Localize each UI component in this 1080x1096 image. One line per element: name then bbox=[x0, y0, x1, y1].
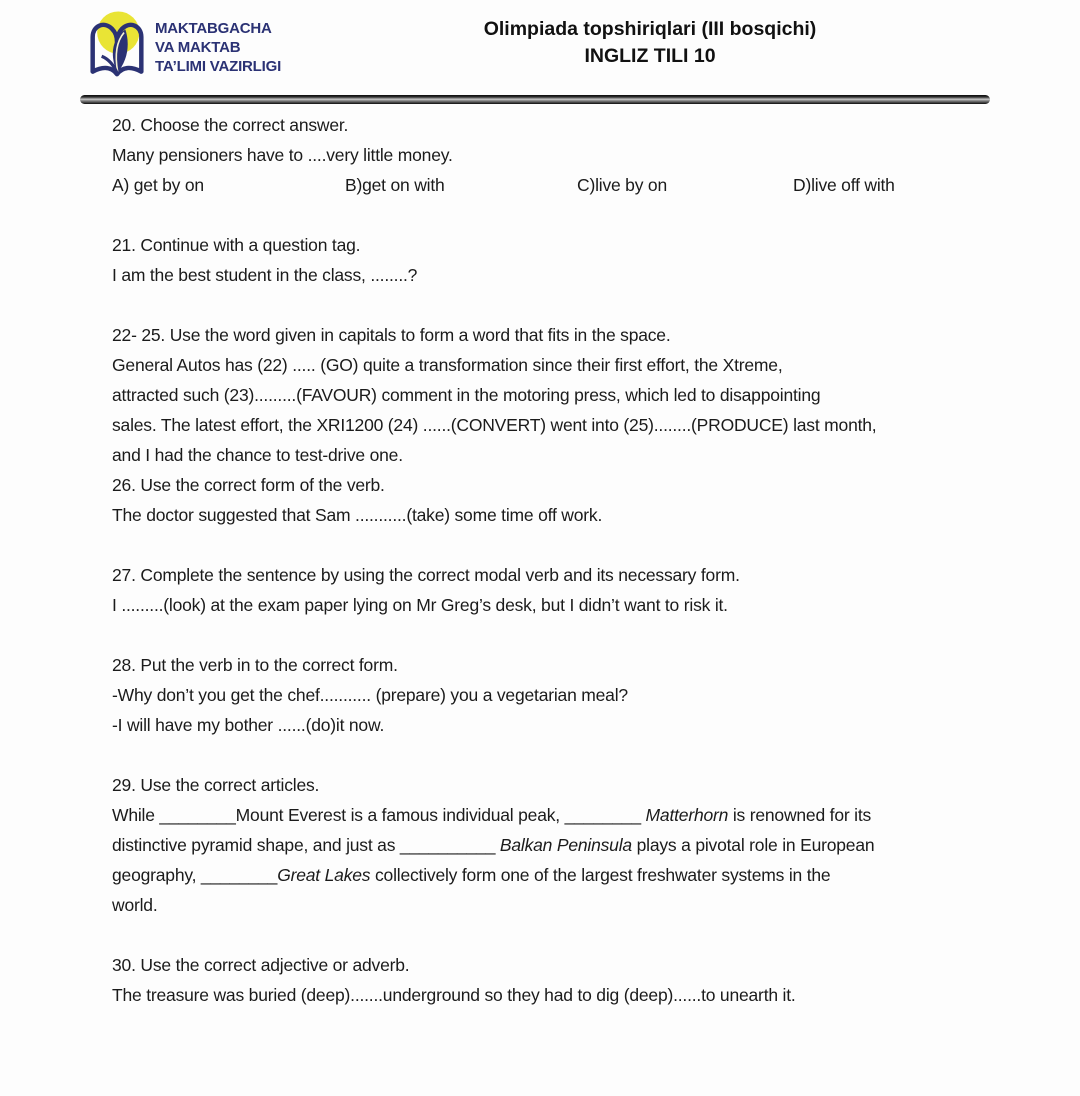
question-20-option-b: B)get on with bbox=[345, 175, 445, 195]
question-29-line-3 bbox=[112, 860, 965, 890]
question-20-option-c: C)live by on bbox=[577, 175, 667, 195]
question-30-sentence: The treasure was buried (deep).......underground so they had to dig (deep)......to unearth it. bbox=[112, 985, 796, 1005]
ministry-logo-text bbox=[155, 8, 281, 76]
question-20-title: 20. Choose the correct answer. bbox=[112, 115, 349, 135]
question-30-block bbox=[112, 950, 965, 1010]
question-29-line-1 bbox=[112, 800, 965, 830]
header-divider-rule bbox=[80, 95, 990, 104]
question-28-line-1: -Why don’t you get the chef........... (prepare) you a vegetarian meal? bbox=[112, 685, 628, 705]
question-27-block bbox=[112, 560, 965, 620]
q29-l3-post: collectively form one of the largest freshwater systems in the bbox=[370, 865, 831, 885]
question-28-title: 28. Put the verb in to the correct form. bbox=[112, 655, 398, 675]
question-21-block bbox=[112, 230, 965, 290]
question-22-25-passage-line-3: sales. The latest effort, the XRI1200 (24) ......(CONVERT) went into (25)........(PRODUCE) last month, bbox=[112, 415, 877, 435]
document-title-line-1: Olimpiada topshiriqlari (III bosqichi) bbox=[483, 18, 817, 40]
q29-l1-italic: Matterhorn bbox=[645, 805, 729, 825]
question-28-block bbox=[112, 650, 965, 740]
question-20-block bbox=[112, 110, 965, 200]
exam-body bbox=[112, 110, 965, 1010]
q29-l3-italic: Great Lakes bbox=[277, 865, 371, 885]
question-26-title: 26. Use the correct form of the verb. bbox=[112, 475, 385, 495]
q29-l1-pre: While ________Mount Everest is a famous individual peak, ________ bbox=[112, 805, 646, 825]
document-title-line-2: INGLIZ TILI 10 bbox=[584, 45, 716, 67]
question-20-option-d: D)live off with bbox=[793, 175, 895, 195]
q29-l2-italic: Balkan Peninsula bbox=[499, 835, 632, 855]
question-29-line-2 bbox=[112, 830, 965, 860]
logo-text-line-2: VA MAKTAB bbox=[155, 39, 241, 56]
question-27-sentence: I .........(look) at the exam paper lying on Mr Greg’s desk, but I didn’t want to risk it. bbox=[112, 595, 728, 615]
question-22-25-passage-line-2: attracted such (23).........(FAVOUR) comment in the motoring press, which led to disappointing bbox=[112, 385, 821, 405]
question-22-25-block bbox=[112, 320, 965, 470]
open-book-leaf-icon bbox=[85, 8, 149, 84]
document-title bbox=[330, 16, 970, 70]
q29-l3-pre: geography, ________ bbox=[112, 865, 278, 885]
q29-l2-post: plays a pivotal role in European bbox=[631, 835, 875, 855]
question-30-title: 30. Use the correct adjective or adverb. bbox=[112, 955, 410, 975]
q29-l2-pre: distinctive pyramid shape, and just as __________ bbox=[112, 835, 500, 855]
question-20-options bbox=[112, 170, 965, 200]
logo-text-line-3: TA’LIMI VAZIRLIGI bbox=[155, 58, 282, 75]
question-22-25-title: 22- 25. Use the word given in capitals to form a word that fits in the space. bbox=[112, 325, 671, 345]
document-header bbox=[0, 0, 1080, 88]
question-21-title: 21. Continue with a question tag. bbox=[112, 235, 361, 255]
question-22-25-passage-line-1: General Autos has (22) ..... (GO) quite a transformation since their first effort, the Xtreme, bbox=[112, 355, 783, 375]
question-20-option-a: A) get by on bbox=[112, 175, 204, 195]
question-22-25-passage-line-4: and I had the chance to test-drive one. bbox=[112, 445, 403, 465]
q29-l1-post: is renowned for its bbox=[728, 805, 872, 825]
logo-text-line-1: MAKTABGACHA bbox=[155, 20, 272, 37]
question-21-sentence: I am the best student in the class, ........? bbox=[112, 265, 418, 285]
question-20-sentence: Many pensioners have to ....very little money. bbox=[112, 145, 453, 165]
question-26-block bbox=[112, 470, 965, 530]
question-29-title: 29. Use the correct articles. bbox=[112, 775, 320, 795]
question-29-block bbox=[112, 770, 965, 920]
question-28-line-2: -I will have my bother ......(do)it now. bbox=[112, 715, 385, 735]
question-26-sentence: The doctor suggested that Sam ...........(take) some time off work. bbox=[112, 505, 603, 525]
question-29-line-4: world. bbox=[112, 895, 158, 915]
question-27-title: 27. Complete the sentence by using the correct modal verb and its necessary form. bbox=[112, 565, 740, 585]
